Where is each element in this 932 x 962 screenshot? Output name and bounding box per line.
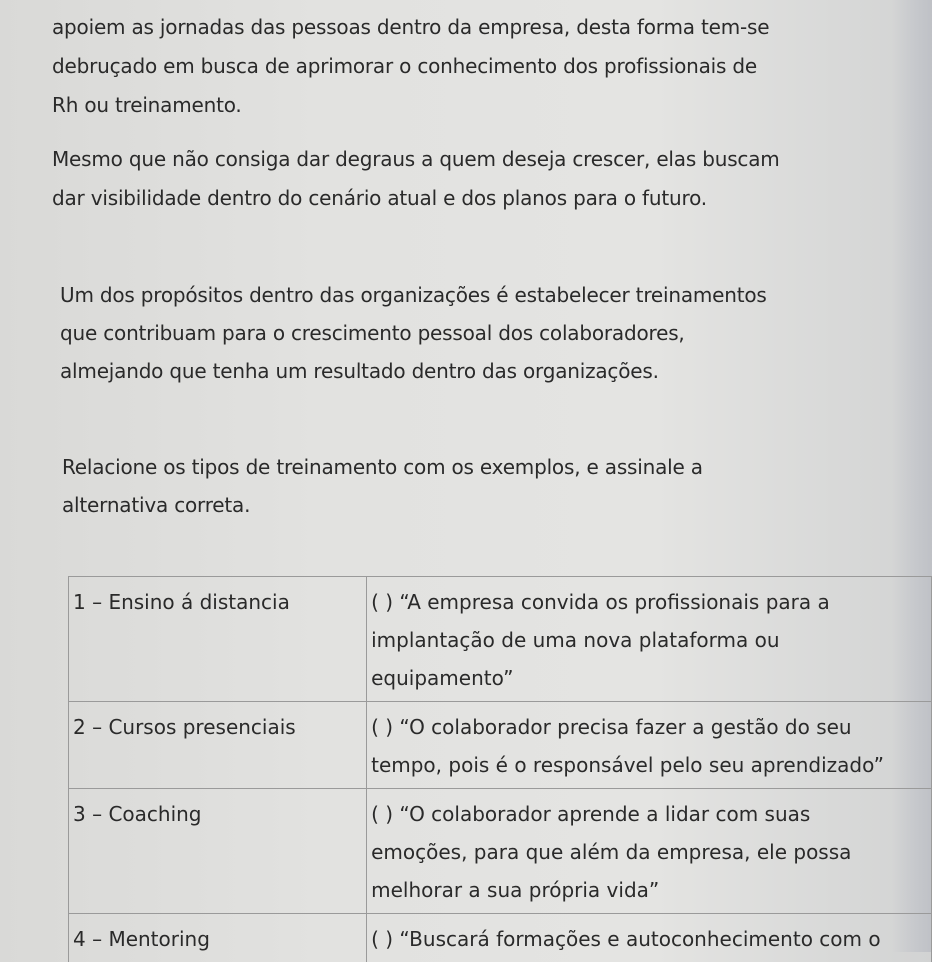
- paragraph-line: alternativa correta.: [62, 486, 703, 524]
- paragraph-line: Relacione os tipos de treinamento com os exemplos, e assinale a: [62, 448, 703, 486]
- paragraph-line: apoiem as jornadas das pessoas dentro da empresa, desta forma tem-se: [52, 8, 769, 47]
- example-line: ( ) “O colaborador aprende a lidar com suas: [371, 795, 927, 833]
- paragraph-line: almejando que tenha um resultado dentro das organizações.: [60, 352, 767, 390]
- example-line: ( ) “O colaborador precisa fazer a gestão do seu: [371, 708, 927, 746]
- paragraph-line: dar visibilidade dentro do cenário atual e dos planos para o futuro.: [52, 179, 780, 218]
- table-row: [69, 577, 932, 702]
- question-prompt: [62, 448, 703, 524]
- training-type-cell: 4 – Mentoring: [69, 914, 367, 962]
- example-line: melhorar a sua própria vida”: [371, 871, 927, 909]
- example-cell: [367, 914, 932, 962]
- paragraph-line: debruçado em busca de aprimorar o conhecimento dos profissionais de: [52, 47, 769, 86]
- paragraph-line: Mesmo que não consiga dar degraus a quem deseja crescer, elas buscam: [52, 140, 780, 179]
- training-type-cell: 2 – Cursos presenciais: [69, 702, 367, 789]
- example-cell: [367, 789, 932, 914]
- example-cell: [367, 702, 932, 789]
- paragraph-visibility: [52, 140, 780, 218]
- table-row: [69, 914, 932, 962]
- example-line: equipamento”: [371, 659, 927, 697]
- paragraph-intro: [52, 8, 769, 125]
- paragraph-line: que contribuam para o crescimento pessoal dos colaboradores,: [60, 314, 767, 352]
- training-type-cell: 1 – Ensino á distancia: [69, 577, 367, 702]
- example-cell: [367, 577, 932, 702]
- training-type-cell: 3 – Coaching: [69, 789, 367, 914]
- example-line: implantação de uma nova plataforma ou: [371, 621, 927, 659]
- table-row: [69, 789, 932, 914]
- example-line: tempo, pois é o responsável pelo seu aprendizado”: [371, 746, 927, 784]
- table-row: [69, 702, 932, 789]
- example-line: ( ) “A empresa convida os profissionais para a: [371, 583, 927, 621]
- matching-table: [68, 576, 932, 962]
- paragraph-line: Rh ou treinamento.: [52, 86, 769, 125]
- paragraph-purpose: [60, 276, 767, 390]
- example-line: ( ) “Buscará formações e autoconhecimento com o: [371, 920, 927, 958]
- example-line: emoções, para que além da empresa, ele possa: [371, 833, 927, 871]
- paragraph-line: Um dos propósitos dentro das organizações é estabelecer treinamentos: [60, 276, 767, 314]
